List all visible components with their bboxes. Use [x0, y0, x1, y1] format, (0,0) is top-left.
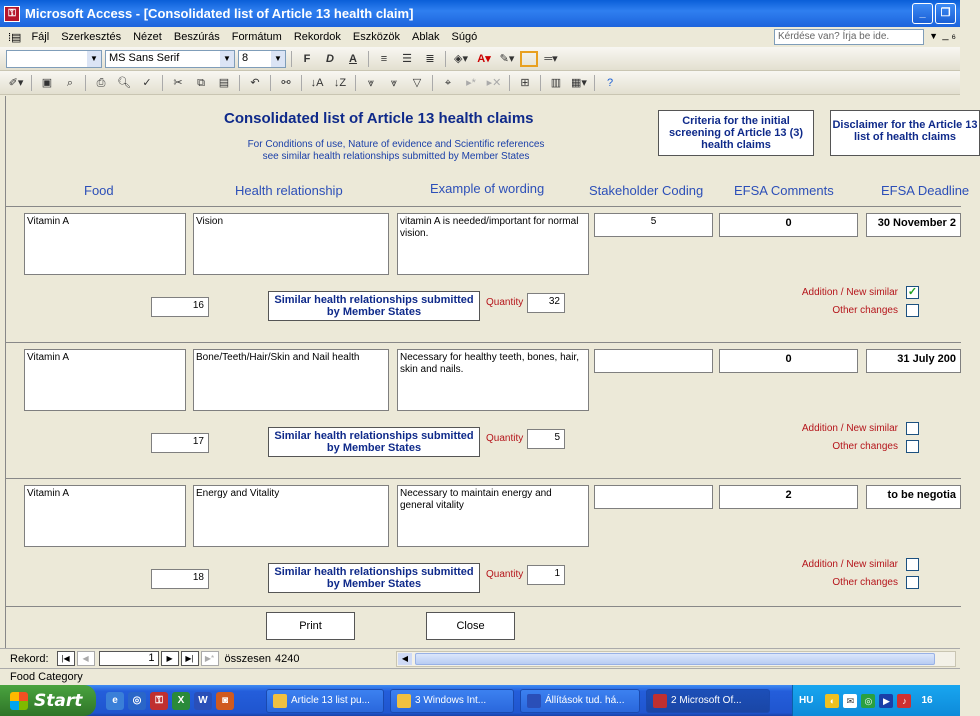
task-label: Article 13 list pu...: [291, 695, 370, 706]
form-subtitle-line2: see similar health relationships submitted by Member States: [262, 151, 530, 162]
column-header-efsa-comments: EFSA Comments: [734, 183, 834, 198]
hyperlink-icon[interactable]: ⚯: [281, 76, 291, 89]
separator: [291, 51, 292, 67]
quantity-label: Quantity: [486, 297, 524, 308]
menu-tools[interactable]: Eszközök: [352, 31, 400, 43]
example-wording-field[interactable]: vitamin A is needed/important for normal vision.: [397, 213, 589, 275]
efsa-deadline-field[interactable]: 31 July 200: [866, 349, 961, 373]
record-row: [6, 206, 961, 342]
quantity-field[interactable]: 5: [527, 429, 565, 449]
quick-launch: [106, 692, 234, 710]
find-icon[interactable]: ⌖: [444, 76, 452, 89]
outlook-icon[interactable]: ◙: [216, 692, 234, 710]
word-doc-icon: [527, 694, 541, 708]
new-object-icon[interactable]: ▦▾: [571, 76, 587, 89]
record-id-field[interactable]: 18: [151, 569, 209, 589]
health-relationship-field[interactable]: Energy and Vitality: [193, 485, 389, 547]
access-icon: ⚿: [4, 6, 20, 22]
align-right-icon[interactable]: ≣: [425, 52, 435, 65]
separator: [368, 51, 369, 67]
record-row: [6, 478, 961, 614]
addition-label: Addition / New similar: [801, 559, 898, 570]
health-relationship-field[interactable]: Vision: [193, 213, 389, 275]
word-icon[interactable]: W: [194, 692, 212, 710]
similar-relationships-button[interactable]: Similar health relationships submitted by Member States: [268, 291, 480, 321]
chevron-down-icon: ▼: [87, 51, 101, 67]
clock: 16: [921, 695, 933, 706]
font-color-icon[interactable]: A▾: [477, 52, 491, 65]
task-allitasok[interactable]: [520, 689, 640, 713]
record-id-field[interactable]: 16: [151, 297, 209, 317]
record-id-field[interactable]: 17: [151, 433, 209, 453]
separator: [445, 51, 446, 67]
form-title: Consolidated list of Article 13 health claims: [224, 110, 534, 127]
tray-icon[interactable]: ▶: [879, 694, 893, 708]
scrollbar-thumb[interactable]: [415, 653, 935, 665]
addition-label: Addition / New similar: [801, 423, 898, 434]
sort-descending-icon[interactable]: ↓Z: [333, 76, 347, 89]
print-button[interactable]: Print: [266, 612, 355, 640]
form-subtitle-line1: For Conditions of use, Nature of evidence and Scientific references: [247, 139, 545, 150]
menu-grip-icon: ⁞▤: [8, 31, 22, 44]
copy-icon[interactable]: ⧉: [197, 76, 205, 89]
window-title: Microsoft Access - [Consolidated list of Article 13 health claim]: [25, 6, 414, 21]
ask-question-input[interactable]: Kérdése van? Írja be ide.: [774, 29, 924, 45]
other-changes-checkbox[interactable]: [906, 440, 919, 453]
food-field[interactable]: Vitamin A: [24, 349, 186, 411]
first-record-icon[interactable]: |◀: [57, 651, 75, 666]
next-record-icon[interactable]: ▶: [161, 651, 179, 666]
formatting-toolbar: [0, 47, 960, 71]
separator: [540, 75, 541, 91]
separator: [355, 75, 356, 91]
database-window-icon[interactable]: ▥: [550, 76, 562, 89]
addition-checkbox[interactable]: ✓: [907, 286, 918, 298]
align-left-icon[interactable]: ≡: [380, 52, 388, 65]
taskbar: [0, 685, 960, 716]
access-quicklaunch-icon[interactable]: ⚿: [150, 692, 168, 710]
font-size-combo[interactable]: 8 ▼: [238, 50, 286, 68]
delete-record-icon[interactable]: ▸✕: [486, 76, 502, 89]
quantity-field[interactable]: 1: [527, 565, 565, 585]
column-header-efsa-deadline: EFSA Deadline: [881, 183, 970, 198]
save-icon[interactable]: ▣: [41, 76, 53, 89]
efsa-comments-field[interactable]: 0: [719, 213, 858, 237]
food-field[interactable]: Vitamin A: [24, 485, 186, 547]
addition-label: Addition / New similar: [801, 287, 898, 298]
help-icon[interactable]: ?: [606, 76, 614, 89]
other-changes-label: Other changes: [832, 441, 898, 452]
close-button[interactable]: Close: [426, 612, 515, 640]
new-record-nav-icon[interactable]: ▶*: [201, 651, 219, 666]
line-width-icon[interactable]: ═▾: [544, 52, 558, 65]
title-bar: [0, 0, 960, 27]
undo-icon[interactable]: ↶: [250, 76, 260, 89]
other-changes-checkbox[interactable]: [906, 304, 919, 317]
column-header-health-relationship: Health relationship: [235, 183, 343, 198]
other-changes-label: Other changes: [832, 305, 898, 316]
language-indicator[interactable]: HU: [799, 695, 814, 706]
total-records-label: összesen: [224, 652, 272, 665]
other-changes-label: Other changes: [832, 577, 898, 588]
quantity-label: Quantity: [486, 569, 524, 580]
addition-checkbox[interactable]: [906, 558, 919, 571]
fill-color-icon[interactable]: ◈▾: [454, 52, 468, 65]
disclaimer-button[interactable]: Disclaimer for the Article 13 list of health claims: [830, 110, 980, 156]
menu-help[interactable]: Súgó: [451, 31, 478, 43]
separator: [594, 75, 595, 91]
line-color-icon[interactable]: ✎▾: [499, 52, 515, 65]
example-wording-field[interactable]: Necessary for healthy teeth, bones, hair, skin and nails.: [397, 349, 589, 411]
task-windows-int[interactable]: [390, 689, 514, 713]
efsa-comments-field[interactable]: 2: [719, 485, 858, 509]
similar-relationships-button[interactable]: Similar health relationships submitted by Member States: [268, 563, 480, 593]
bold-button[interactable]: F: [303, 52, 311, 65]
scroll-left-icon[interactable]: ◀: [398, 653, 412, 665]
chevron-down-icon: ▼: [220, 51, 234, 67]
other-changes-checkbox[interactable]: [906, 576, 919, 589]
separator: [239, 75, 240, 91]
separator: [432, 75, 433, 91]
record-navigation: [0, 648, 960, 668]
task-label: 3 Windows Int...: [415, 695, 487, 706]
task-article13[interactable]: [266, 689, 384, 713]
ie-window-icon: [273, 694, 287, 708]
task-label: Állítások tud. há...: [545, 695, 625, 706]
separator: [509, 75, 510, 91]
font-name-combo[interactable]: MS Sans Serif ▼: [105, 50, 235, 68]
mdi-minimize-icon[interactable]: _ ₆: [942, 29, 956, 41]
column-header-food: Food: [84, 183, 114, 198]
filter-selection-icon[interactable]: ⩔: [367, 76, 375, 89]
column-header-stakeholder-coding: Stakeholder Coding: [589, 183, 704, 198]
record-row: [6, 342, 961, 478]
cut-icon[interactable]: ✂: [173, 76, 183, 89]
minimize-button[interactable]: _: [912, 3, 933, 24]
ie-icon[interactable]: e: [106, 692, 124, 710]
efsa-comments-field[interactable]: 0: [719, 349, 858, 373]
similar-relationships-button[interactable]: Similar health relationships submitted by Member States: [268, 427, 480, 457]
print-icon[interactable]: ⎙: [96, 76, 106, 89]
efsa-deadline-field[interactable]: to be negotia: [866, 485, 961, 509]
record-nav-label: Rekord:: [10, 652, 49, 665]
status-bar: Food Category: [0, 668, 960, 685]
example-wording-field[interactable]: Necessary to maintain energy and general vitality: [397, 485, 589, 547]
restore-button[interactable]: ❐: [935, 3, 956, 24]
menu-window[interactable]: Ablak: [412, 31, 440, 43]
start-label: Start: [34, 690, 83, 711]
start-button[interactable]: [0, 685, 96, 716]
window-controls: [912, 3, 956, 24]
separator: [31, 75, 32, 91]
chevron-down-icon: ▼: [271, 51, 285, 67]
paste-icon[interactable]: ▤: [218, 76, 230, 89]
form-subtitle: [246, 139, 546, 163]
separator: [301, 75, 302, 91]
menu-format[interactable]: Formátum: [231, 31, 282, 43]
underline-button[interactable]: A: [349, 52, 357, 65]
italic-button[interactable]: D: [326, 52, 334, 65]
stakeholder-coding-field[interactable]: 5: [594, 213, 713, 237]
tray-icon[interactable]: ◐: [825, 694, 839, 708]
separator: [270, 75, 271, 91]
ask-dropdown-icon[interactable]: ▼: [929, 31, 938, 41]
search-file-icon[interactable]: ⌕: [66, 76, 74, 89]
tray-icon[interactable]: ✉: [843, 694, 857, 708]
filter-form-icon[interactable]: ⩔: [390, 76, 398, 89]
form-footer-divider: [6, 606, 961, 607]
tray-icon[interactable]: ◎: [861, 694, 875, 708]
tray-icon[interactable]: ♪: [897, 694, 911, 708]
stakeholder-coding-field[interactable]: [594, 349, 713, 373]
browser-icon[interactable]: ◎: [128, 692, 146, 710]
menu-bar: [0, 27, 960, 47]
view-icon[interactable]: ✐▾: [8, 76, 24, 89]
menu-insert[interactable]: Beszúrás: [173, 31, 220, 43]
system-tray: [792, 685, 960, 716]
menu-view[interactable]: Nézet: [133, 31, 162, 43]
task-label: 2 Microsoft Of...: [671, 695, 742, 706]
quantity-label: Quantity: [486, 433, 524, 444]
folder-icon: [397, 694, 411, 708]
health-relationship-field[interactable]: Bone/Teeth/Hair/Skin and Nail health: [193, 349, 389, 411]
task-microsoft-office[interactable]: [646, 689, 770, 713]
standard-toolbar: [0, 71, 960, 95]
addition-checkbox[interactable]: [906, 422, 919, 435]
separator: [162, 75, 163, 91]
menu-file[interactable]: Fájl: [31, 31, 50, 43]
total-records-count: 4240: [275, 652, 300, 665]
menu-edit[interactable]: Szerkesztés: [61, 31, 122, 43]
new-record-icon[interactable]: ▸*: [466, 76, 476, 89]
excel-icon[interactable]: X: [172, 692, 190, 710]
print-preview-icon[interactable]: 🔍︎: [117, 76, 131, 89]
current-record-field[interactable]: 1: [99, 651, 159, 666]
criteria-button[interactable]: Criteria for the initial screening of Article 13 (3) health claims: [658, 110, 814, 156]
health-claims-form: [5, 96, 978, 648]
properties-icon[interactable]: ⊞: [520, 76, 530, 89]
efsa-deadline-field[interactable]: 30 November 2: [866, 213, 961, 237]
sort-ascending-icon[interactable]: ↓A: [310, 76, 324, 89]
spelling-icon[interactable]: ✓: [142, 76, 152, 89]
access-task-icon: [653, 694, 667, 708]
windows-flag-icon: [10, 692, 28, 710]
quantity-field[interactable]: 32: [527, 293, 565, 313]
stakeholder-coding-field[interactable]: [594, 485, 713, 509]
last-record-icon[interactable]: ▶|: [181, 651, 199, 666]
horizontal-scrollbar[interactable]: [396, 651, 956, 667]
align-center-icon[interactable]: ☰: [402, 52, 412, 65]
previous-record-icon[interactable]: ◀: [77, 651, 95, 666]
object-combo[interactable]: [6, 50, 102, 68]
menu-records[interactable]: Rekordok: [293, 31, 341, 43]
border-icon[interactable]: [520, 51, 538, 67]
apply-filter-icon[interactable]: ▽: [412, 76, 422, 89]
column-header-example-of-wording: Example of wording: [430, 181, 545, 196]
food-field[interactable]: Vitamin A: [24, 213, 186, 275]
separator: [85, 75, 86, 91]
